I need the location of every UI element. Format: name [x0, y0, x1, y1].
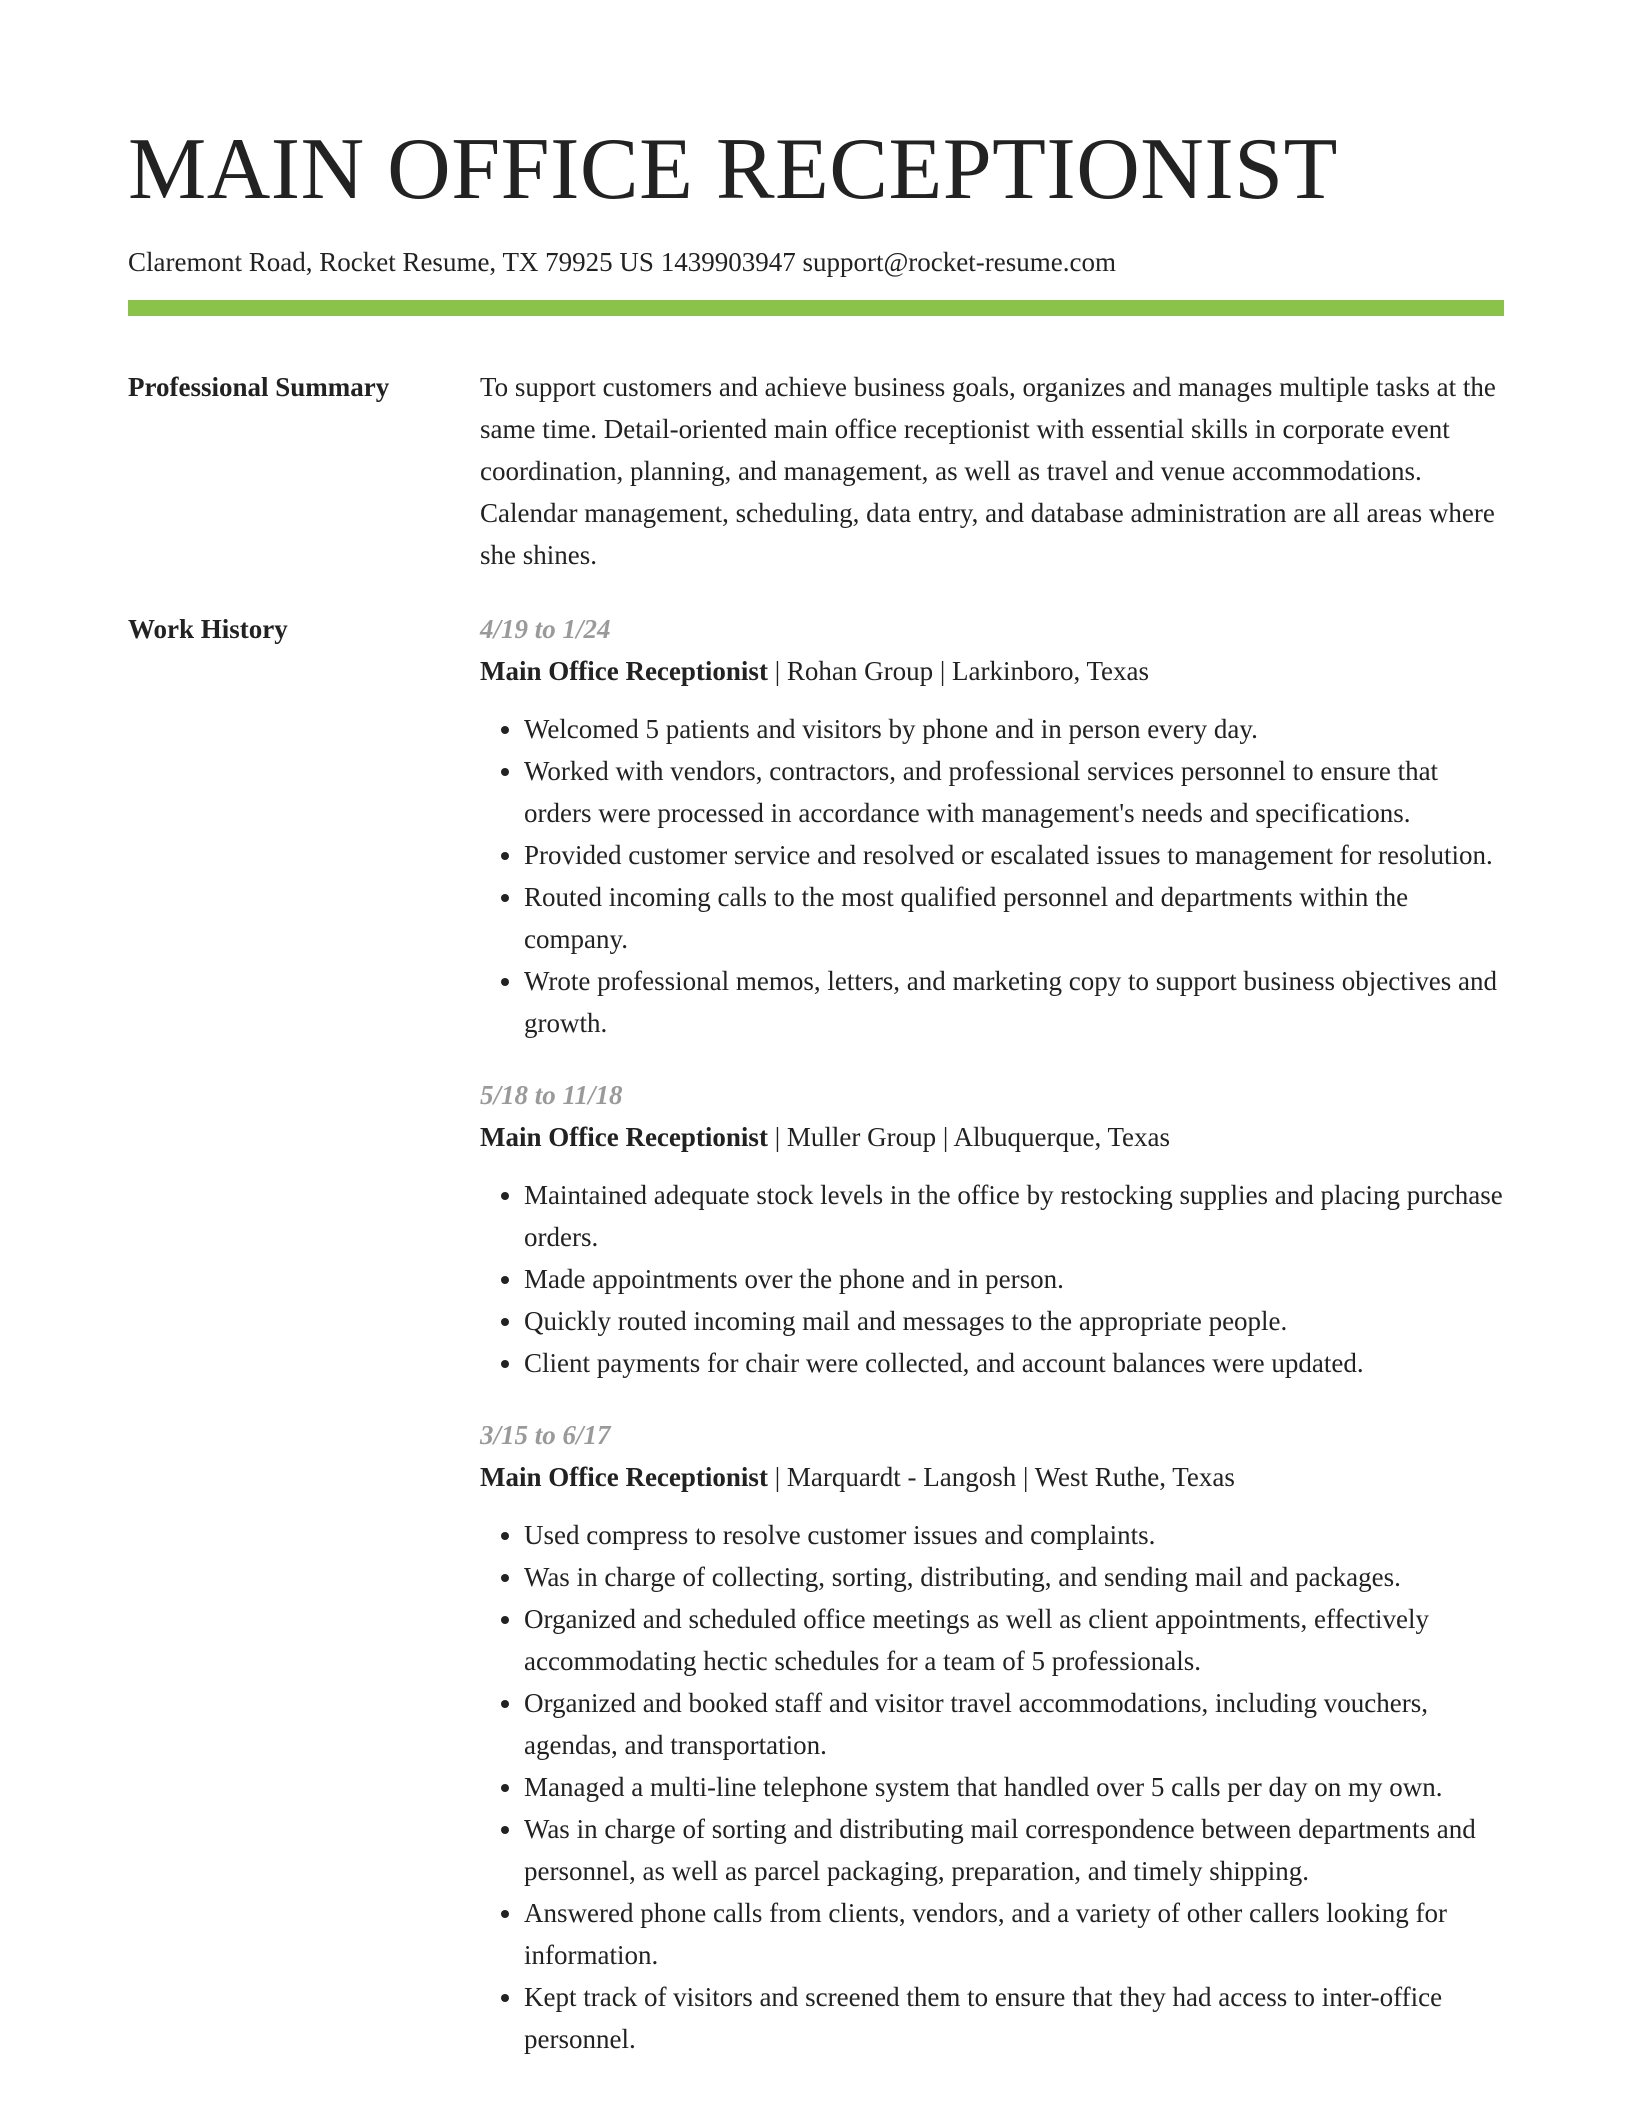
header-divider	[128, 300, 1504, 316]
section-label-work: Work History	[128, 614, 288, 644]
job-employer-location: | Muller Group | Albuquerque, Texas	[767, 1122, 1171, 1152]
job-dates: 3/15 to 6/17	[480, 1420, 611, 1450]
job-bullet: • Maintained adequate stock levels in the office by restocking supplies and placing purchase orders.	[524, 1174, 1504, 1258]
job-entry	[480, 608, 1504, 1044]
job-bullet: • Managed a multi-line telephone system that handled over 5 calls per day on my own.	[524, 1766, 1504, 1808]
job-bullet: • Routed incoming calls to the most qualified personnel and departments within the company.	[524, 876, 1504, 960]
job-bullet: • Worked with vendors, contractors, and professional services personnel to ensure that orders were processed in accordance with management's needs and specifications.	[524, 750, 1504, 834]
job-bullet: • Made appointments over the phone and in person.	[524, 1258, 1504, 1300]
job-bullet: • Organized and booked staff and visitor travel accommodations, including vouchers, agendas, and transportation.	[524, 1682, 1504, 1766]
job-entry	[480, 1074, 1504, 1384]
job-bullet: • Client payments for chair were collected, and account balances were updated.	[524, 1342, 1504, 1384]
summary-body	[480, 366, 1504, 576]
work-history-section	[128, 608, 1504, 2090]
job-employer-location: | Rohan Group | Larkinboro, Texas	[767, 656, 1150, 686]
resume-name: MAIN OFFICE RECEPTIONIST	[128, 121, 1338, 218]
job-bullet: • Wrote professional memos, letters, and marketing copy to support business objectives and growth.	[524, 960, 1504, 1044]
job-dates: 4/19 to 1/24	[480, 614, 611, 644]
resume-page	[128, 0, 1504, 2090]
job-bullets	[480, 1514, 1504, 2060]
job-entry	[480, 1414, 1504, 2060]
job-title: Main Office Receptionist	[480, 1462, 768, 1492]
contact-info: Claremont Road, Rocket Resume, TX 79925 US 1439903947 support@rocket-resume.com	[128, 247, 1116, 277]
job-title: Main Office Receptionist	[480, 656, 768, 686]
job-bullet: • Organized and scheduled office meetings as well as client appointments, effectively accommodating hectic schedules for a team of 5 professionals.	[524, 1598, 1504, 1682]
job-bullet: • Answered phone calls from clients, vendors, and a variety of other callers looking for information.	[524, 1892, 1504, 1976]
job-bullet: • Kept track of visitors and screened them to ensure that they had access to inter-office personnel.	[524, 1976, 1504, 2060]
job-bullet: • Was in charge of sorting and distributing mail correspondence between departments and personnel, as well as parcel packaging, preparation, and timely shipping.	[524, 1808, 1504, 1892]
professional-summary-section	[128, 366, 1504, 576]
job-employer-location: | Marquardt - Langosh | West Ruthe, Texas	[767, 1462, 1235, 1492]
summary-text: To support customers and achieve business goals, organizes and manages multiple tasks at the same time. Detail-oriented main office receptionist with essential skills in corporate event coordination, planning, and management, as well as travel and venue accommodations. Calendar management, scheduling, data entry, and database administration are all areas where she shines.	[480, 372, 1496, 570]
job-title: Main Office Receptionist	[480, 1122, 768, 1152]
job-heading	[480, 650, 1504, 692]
job-dates: 5/18 to 11/18	[480, 1080, 623, 1110]
job-bullet: • Provided customer service and resolved or escalated issues to management for resolution.	[524, 834, 1504, 876]
job-bullets	[480, 1174, 1504, 1384]
job-bullet: • Quickly routed incoming mail and messages to the appropriate people.	[524, 1300, 1504, 1342]
job-bullets	[480, 708, 1504, 1044]
job-bullet: • Was in charge of collecting, sorting, distributing, and sending mail and packages.	[524, 1556, 1504, 1598]
job-heading	[480, 1456, 1504, 1498]
job-bullet: • Used compress to resolve customer issues and complaints.	[524, 1514, 1504, 1556]
job-bullet: • Welcomed 5 patients and visitors by phone and in person every day.	[524, 708, 1504, 750]
work-history-body	[480, 608, 1504, 2090]
job-heading	[480, 1116, 1504, 1158]
section-label-summary: Professional Summary	[128, 372, 390, 402]
